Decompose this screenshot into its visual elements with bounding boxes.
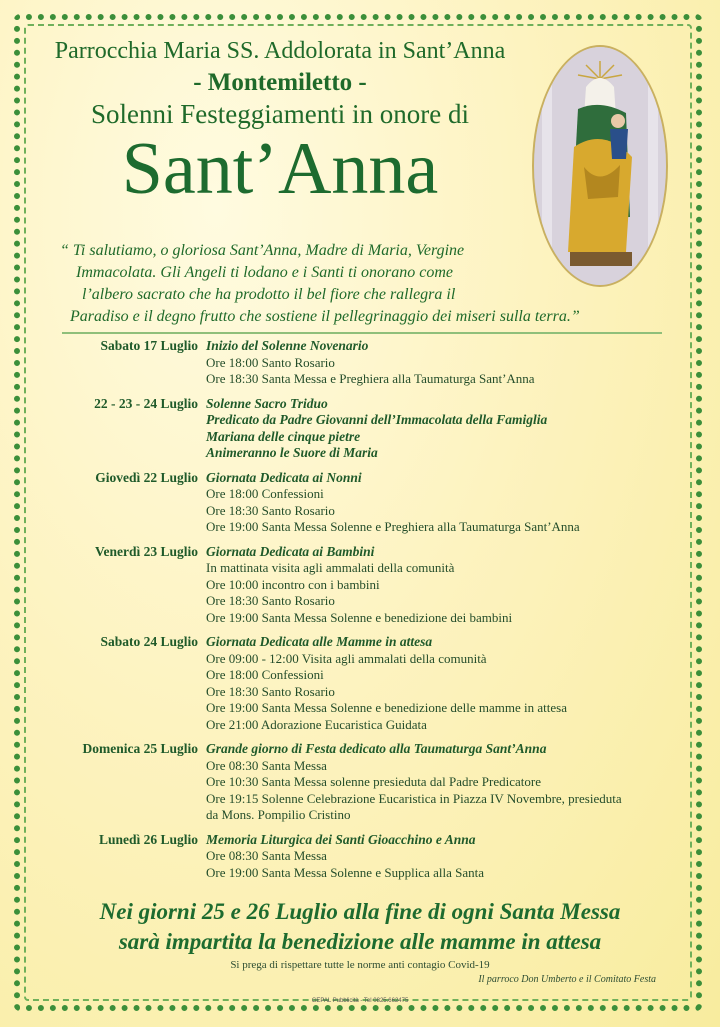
day-date: Lunedì 26 Luglio xyxy=(98,831,198,847)
signature: Il parroco Don Umberto e il Comitato Festa xyxy=(478,974,656,985)
schedule-day xyxy=(40,396,680,462)
day-title: Animeranno le Suore di Maria xyxy=(206,445,378,460)
poster-header xyxy=(30,38,530,210)
day-date: Domenica 25 Luglio xyxy=(82,741,198,756)
quote-line: “ Ti salutiamo, o gloriosa Sant’Anna, Madre di Maria, Vergine xyxy=(60,242,465,259)
day-title: Giornata Dedicata alle Mamme in attesa xyxy=(206,634,433,649)
divider xyxy=(62,332,662,334)
parish-name: Parrocchia Maria SS. Addolorata in Sant’Anna xyxy=(54,38,506,64)
schedule-day xyxy=(40,470,680,536)
day-date: Venerdì 23 Luglio xyxy=(94,543,198,559)
saint-title: Sant’Anna xyxy=(121,128,439,210)
day-title: Giornata Dedicata ai Bambini xyxy=(206,543,375,559)
event-line: In mattinata visita agli ammalati della comunità xyxy=(206,560,455,575)
printer-credit: GEPAL Pubblicità - Tel 0825.662475 xyxy=(311,998,409,1004)
event-line: Ore 09:00 - 12:00 Visita agli ammalati della comunità xyxy=(206,650,487,666)
event-line: Ore 10:30 Santa Messa solenne presieduta dal Padre Predicatore xyxy=(206,774,542,789)
day-title: Inizio del Solenne Novenario xyxy=(206,338,369,353)
schedule-day xyxy=(40,832,680,882)
closing-announcement xyxy=(20,897,700,957)
event-line: Ore 08:30 Santa Messa xyxy=(206,848,327,863)
event-line: Ore 21:00 Adorazione Eucaristica Guidata xyxy=(206,716,427,732)
day-title: Grande giorno di Festa dedicato alla Taumaturga Sant’Anna xyxy=(206,741,547,756)
town-name: - Montemiletto - xyxy=(193,69,367,96)
schedule-day xyxy=(40,741,680,824)
event-line: Ore 19:00 Santa Messa Solenne e benedizione delle mamme in attesa xyxy=(206,700,567,715)
event-line: Ore 18:30 Santa Messa e Preghiera alla Taumaturga Sant’Anna xyxy=(206,371,535,386)
day-date: 22 - 23 - 24 Luglio xyxy=(94,395,198,411)
event-line: Ore 19:00 Santa Messa Solenne e Supplica alla Santa xyxy=(206,864,484,880)
quote-line: l’albero sacrato che ha prodotto il bel fiore che rallegra il xyxy=(82,286,456,303)
day-title: Memoria Liturgica dei Santi Gioacchino e Anna xyxy=(206,831,476,847)
event-line: Ore 08:30 Santa Messa xyxy=(206,757,327,773)
event-line: Ore 18:00 Confessioni xyxy=(206,667,324,682)
event-line: Ore 18:30 Santo Rosario xyxy=(206,683,335,699)
event-line: Ore 19:00 Santa Messa Solenne e Preghiera alla Taumaturga Sant’Anna xyxy=(206,519,580,534)
event-line: da Mons. Pompilio Cristino xyxy=(206,807,351,822)
event-line: Ore 18:00 Confessioni xyxy=(206,486,324,501)
prayer-quote xyxy=(58,240,678,328)
event-schedule xyxy=(40,338,680,889)
schedule-day xyxy=(40,634,680,733)
closing-line-1: Nei giorni 25 e 26 Luglio alla fine di ogni Santa Messa xyxy=(99,899,621,924)
event-line: Ore 19:15 Solenne Celebrazione Eucaristica in Piazza IV Novembre, presieduta xyxy=(206,790,622,806)
quote-line: Paradiso e il degno frutto che sostiene il pellegrinaggio dei miseri sulla terra.” xyxy=(70,308,580,325)
event-line: Ore 19:00 Santa Messa Solenne e benedizione dei bambini xyxy=(206,609,513,625)
event-line: Ore 18:00 Santo Rosario xyxy=(206,354,335,370)
day-title: Mariana delle cinque pietre xyxy=(206,428,361,444)
schedule-day xyxy=(40,338,680,388)
event-line: Ore 10:00 incontro con i bambini xyxy=(206,576,380,592)
day-date: Sabato 24 Luglio xyxy=(100,634,198,649)
day-title: Predicato da Padre Giovanni dell’Immacolata della Famiglia xyxy=(206,412,548,427)
schedule-day xyxy=(40,544,680,627)
day-date: Giovedì 22 Luglio xyxy=(95,469,198,485)
event-line: Ore 18:30 Santo Rosario xyxy=(206,502,335,518)
festivities-subtitle: Solenni Festeggiamenti in onore di xyxy=(91,99,469,129)
day-date: Sabato 17 Luglio xyxy=(100,338,198,353)
event-line: Ore 18:30 Santo Rosario xyxy=(206,593,335,608)
day-title: Giornata Dedicata ai Nonni xyxy=(206,469,362,485)
covid-notice: Si prega di rispettare tutte le norme anti contagio Covid-19 xyxy=(230,959,490,971)
closing-line-2: sarà impartita la benedizione alle mamme in attesa xyxy=(118,929,602,954)
quote-line: Immacolata. Gli Angeli ti lodano e i Santi ti onorano come xyxy=(76,264,453,281)
day-title: Solenne Sacro Triduo xyxy=(206,395,328,411)
